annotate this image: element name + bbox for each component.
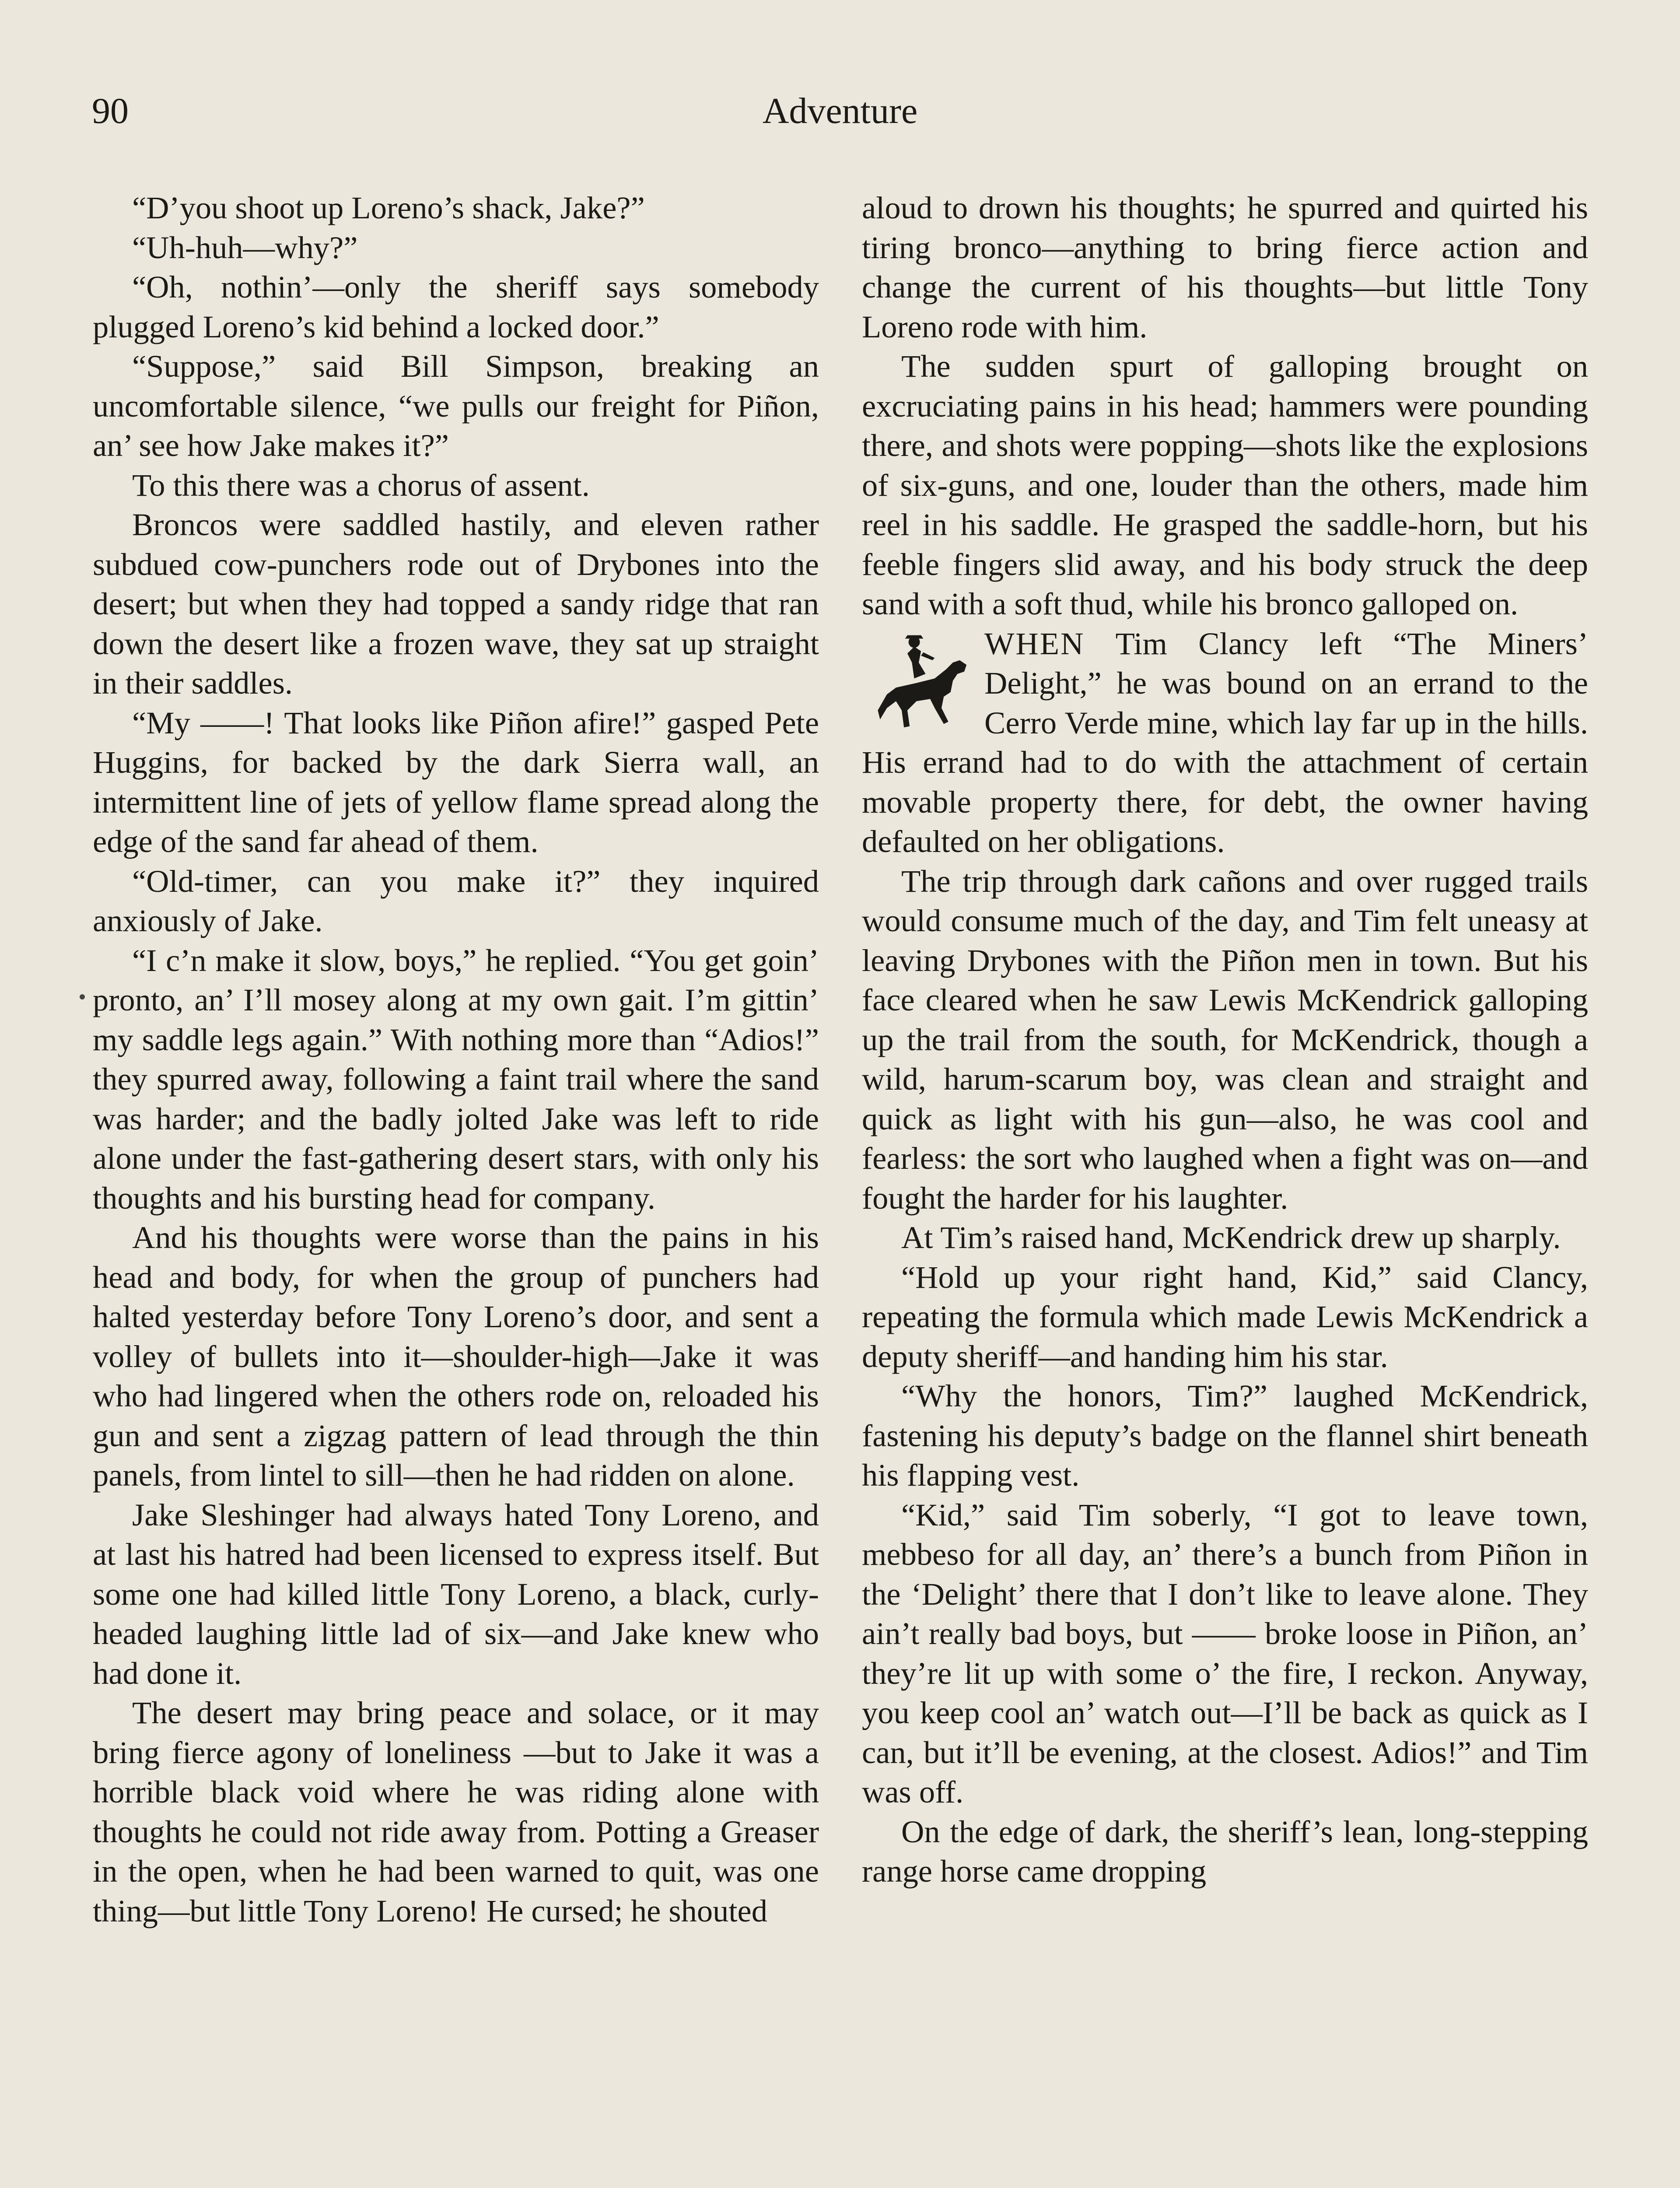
paragraph: At Tim’s raised hand, McKendrick drew up sharply. bbox=[901, 1220, 1561, 1255]
paragraph: “Oh, nothin’—only the sheriff says somebody plugged Loreno’s kid behind a locked door.” bbox=[93, 269, 819, 344]
horse-rider-icon bbox=[862, 628, 976, 742]
paragraph: “My ——! That looks like Piñon afire!” gasped Pete Huggins, for backed by the dark Sierra wall, an intermittent line of jets of yellow flame spread along the edge of the sand far ahead of them. bbox=[93, 705, 819, 859]
paragraph: “Kid,” said Tim soberly, “I got to leave town, mebbeso for all day, an’ there’s a bunch from Piñon in the ‘Delight’ there that I don’t like to leave alone. They ain’t really bad boys, but —— broke loose in Piñon, an’ they’re lit up with some o’ the fire, I reckon. Anyway, you keep cool an’ watch out—I’ll be back as quick as I can, but it’ll be evening, at the closest. Adios!” and Tim was off. bbox=[862, 1497, 1588, 1809]
running-head: Adventure bbox=[762, 91, 918, 131]
page-number: 90 bbox=[92, 91, 129, 131]
paragraph: And his thoughts were worse than the pains in his head and body, for when the group of punchers had halted yesterday before Tony Loreno’s door, and sent a volley of bullets into it—shoulder-high—Jake it was who had lingered when the others rode on, reloaded his gun and sent a zigzag pattern of lead through the thin panels, from lintel to sill—then he had ridden on alone. bbox=[93, 1220, 819, 1493]
section-first-paragraph: Tim Clancy left “The Miners’ Delight,” he was bound on an errand to the Cerro Verde mine, which lay far up in the hills. His errand had to do with the attachment of certain movable property there, for debt, the owner having defaulted on her obligations. bbox=[862, 625, 1588, 859]
paragraph: “D’you shoot up Loreno’s shack, Jake?” bbox=[132, 190, 645, 225]
paragraph: “Suppose,” said Bill Simpson, breaking an uncomfortable silence, “we pulls our freight for Piñon, an’ see how Jake makes it?” bbox=[93, 348, 819, 463]
left-column bbox=[93, 188, 819, 1931]
paragraph: “Why the honors, Tim?” laughed McKendrick, fastening his deputy’s badge on the flannel shirt beneath his flapping vest. bbox=[862, 1378, 1588, 1493]
paragraph: Broncos were saddled hastily, and eleven rather subdued cow-punchers rode out of Drybones into the desert; but when they had topped a sandy ridge that ran down the desert like a frozen wave, they sat up straight in their saddles. bbox=[93, 507, 819, 701]
section-lead-word: WHEN bbox=[984, 625, 1085, 661]
section-opening-paragraph bbox=[862, 624, 1588, 862]
paragraph: Jake Sleshinger had always hated Tony Loreno, and at last his hatred had been licensed to express itself. But some one had killed little Tony Loreno, a black, curly-headed laughing little lad of six—and Jake knew who had done it. bbox=[93, 1497, 819, 1691]
paragraph: “Uh-huh—why?” bbox=[132, 229, 358, 265]
paragraph: To this there was a chorus of assent. bbox=[132, 467, 590, 503]
stray-mark bbox=[80, 994, 85, 999]
paragraph: The sudden spurt of galloping brought on excruciating pains in his head; hammers were pounding there, and shots were popping—shots like the explosions of six-guns, and one, louder than the others, made him reel in his saddle. He grasped the saddle-horn, but his feeble fingers slid away, and his body struck the deep sand with a soft thud, while his bronco galloped on. bbox=[862, 348, 1588, 621]
paragraph: On the edge of dark, the sheriff’s lean, long-stepping range horse came dropping bbox=[862, 1813, 1588, 1889]
paragraph: “Old-timer, can you make it?” they inquired anxiously of Jake. bbox=[93, 863, 819, 938]
right-column bbox=[862, 188, 1588, 1891]
paragraph: The desert may bring peace and solace, or it may bring fierce agony of loneliness —but to Jake it was a horrible black void where he was riding alone with thoughts he could not ride away from. Potting a Greaser in the open, when he had been warned to quit, was one thing—but little Tony Loreno! He cursed; he shouted bbox=[93, 1695, 819, 1929]
paragraph: The trip through dark cañons and over rugged trails would consume much of the day, and Tim felt uneasy at leaving Drybones with the Piñon men in town. But his face cleared when he saw Lewis McKendrick galloping up the trail from the south, for McKendrick, though a wild, harum-scarum boy, was clean and straight and quick as light with his gun—also, he was cool and fearless: the sort who laughed when a fight was on—and fought the harder for his laughter. bbox=[862, 863, 1588, 1216]
paragraph: “Hold up your right hand, Kid,” said Clancy, repeating the formula which made Lewis McKendrick a deputy sheriff—and handing him his star. bbox=[862, 1259, 1588, 1374]
paragraph: aloud to drown his thoughts; he spurred and quirted his tiring bronco—anything to bring fierce action and change the current of his thoughts—but little Tony Loreno rode with him. bbox=[862, 190, 1588, 344]
paragraph: “I c’n make it slow, boys,” he replied. “You get goin’ pronto, an’ I’ll mosey along at my own gait. I’m gittin’ my saddle legs again.” With nothing more than “Adios!” they spurred away, following a faint trail where the sand was harder; and the badly jolted Jake was left to ride alone under the fast-gathering desert stars, with only his thoughts and his bursting head for company. bbox=[93, 942, 819, 1216]
